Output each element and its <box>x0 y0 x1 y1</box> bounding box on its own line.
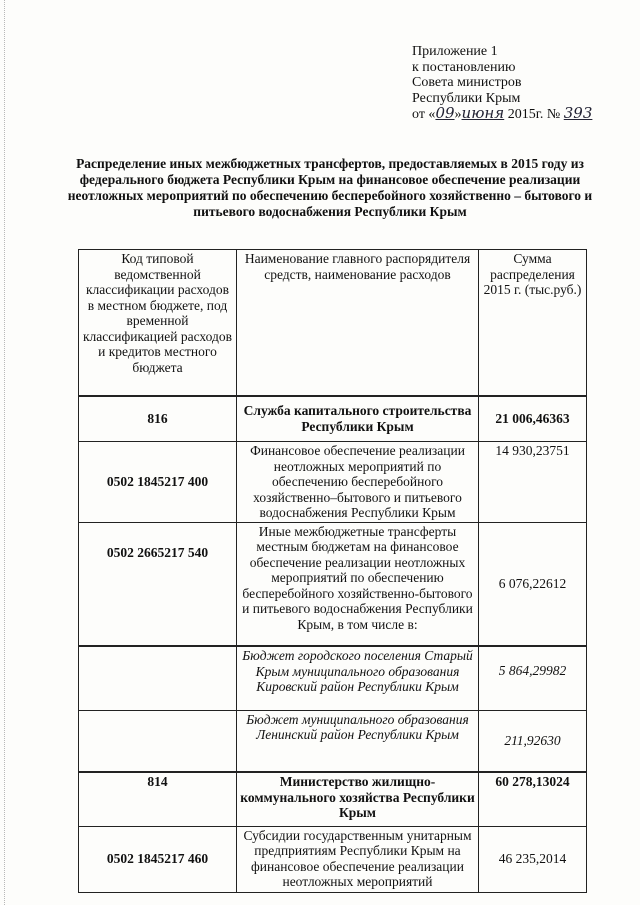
row-sum: 46 235,2014 <box>479 826 587 892</box>
row-sum: 60 278,13024 <box>479 772 587 826</box>
handwritten-day: 09 <box>435 104 455 122</box>
table-row <box>79 772 587 826</box>
row-name: Министерство жилищно-коммунального хозяйства Республики Крым <box>237 772 479 826</box>
date-suffix: 2015г. № <box>507 107 561 122</box>
table-row <box>79 442 587 523</box>
annex-block <box>412 44 632 123</box>
row-code <box>79 646 237 710</box>
table-row <box>79 522 587 646</box>
row-code: 0502 1845217 400 <box>79 442 237 523</box>
table-row <box>79 646 587 710</box>
row-name: Бюджет муниципального образования Ленинский район Республики Крым <box>237 710 479 772</box>
annex-line-1: Приложение 1 <box>412 44 498 59</box>
row-code: 0502 2665217 540 <box>79 522 237 646</box>
row-code: 814 <box>79 772 237 826</box>
annex-line-4: Республики Крым <box>412 90 521 106</box>
row-name: Служба капитального строительства Республики Крым <box>237 396 479 442</box>
header-sum: Сумма распределения 2015 г. (тыс.руб.) <box>479 250 587 396</box>
table-row <box>79 396 587 442</box>
distribution-table <box>78 249 587 893</box>
row-sum: 211,92630 <box>479 710 587 772</box>
document-title: Распределение иных межбюджетных трансфертов, предоставляемых в 2015 году из федерального бюджета Республики Крым на финансовое обеспечение реализации неотложных мероприятий по обеспечению бесперебойного хозяйственно – бытового и питьевого водоснабжения Республики Крым <box>67 156 593 219</box>
table-header-row <box>79 250 587 396</box>
row-code <box>79 710 237 772</box>
row-name: Бюджет городского поселения Старый Крым муниципального образования Кировский район Республики Крым <box>237 646 479 710</box>
table-row <box>79 826 587 892</box>
handwritten-number: 393 <box>563 104 593 122</box>
row-code: 0502 1845217 460 <box>79 826 237 892</box>
row-name: Иные межбюджетные трансферты местным бюджетам на финансовое обеспечение реализации неотложных мероприятий по обеспечению бесперебойного хозяйственно-бытового и питьевого водоснабжения Республики Крым, в том числе в: <box>237 522 479 646</box>
row-sum: 21 006,46363 <box>479 396 587 442</box>
row-sum: 6 076,22612 <box>479 522 587 646</box>
header-code: Код типовой ведомственной классификации расходов в местном бюджете, под временной классификацией расходов и кредитов местного бюджета <box>79 250 237 396</box>
row-code: 816 <box>79 396 237 442</box>
row-sum: 5 864,29982 <box>479 646 587 710</box>
date-sep: » <box>454 107 462 122</box>
annex-date-line <box>412 106 632 123</box>
row-name: Финансовое обеспечение реализации неотложных мероприятий по обеспечению бесперебойного хозяйственно–бытового и питьевого водоснабжения Республики Крым <box>237 442 479 523</box>
annex-line-3: Совета министров <box>412 75 522 90</box>
row-name: Субсидии государственным унитарным предприятиям Республики Крым на финансовое обеспечение реализации неотложных мероприятий <box>237 826 479 892</box>
handwritten-month: июня <box>461 104 505 122</box>
annex-line-2: к постановлению <box>412 59 516 75</box>
date-prefix: от « <box>412 107 436 122</box>
scan-margin-line <box>4 0 6 905</box>
table-row <box>79 710 587 772</box>
row-sum: 14 930,23751 <box>479 442 587 523</box>
header-name: Наименование главного распорядителя средств, наименование расходов <box>237 250 479 396</box>
